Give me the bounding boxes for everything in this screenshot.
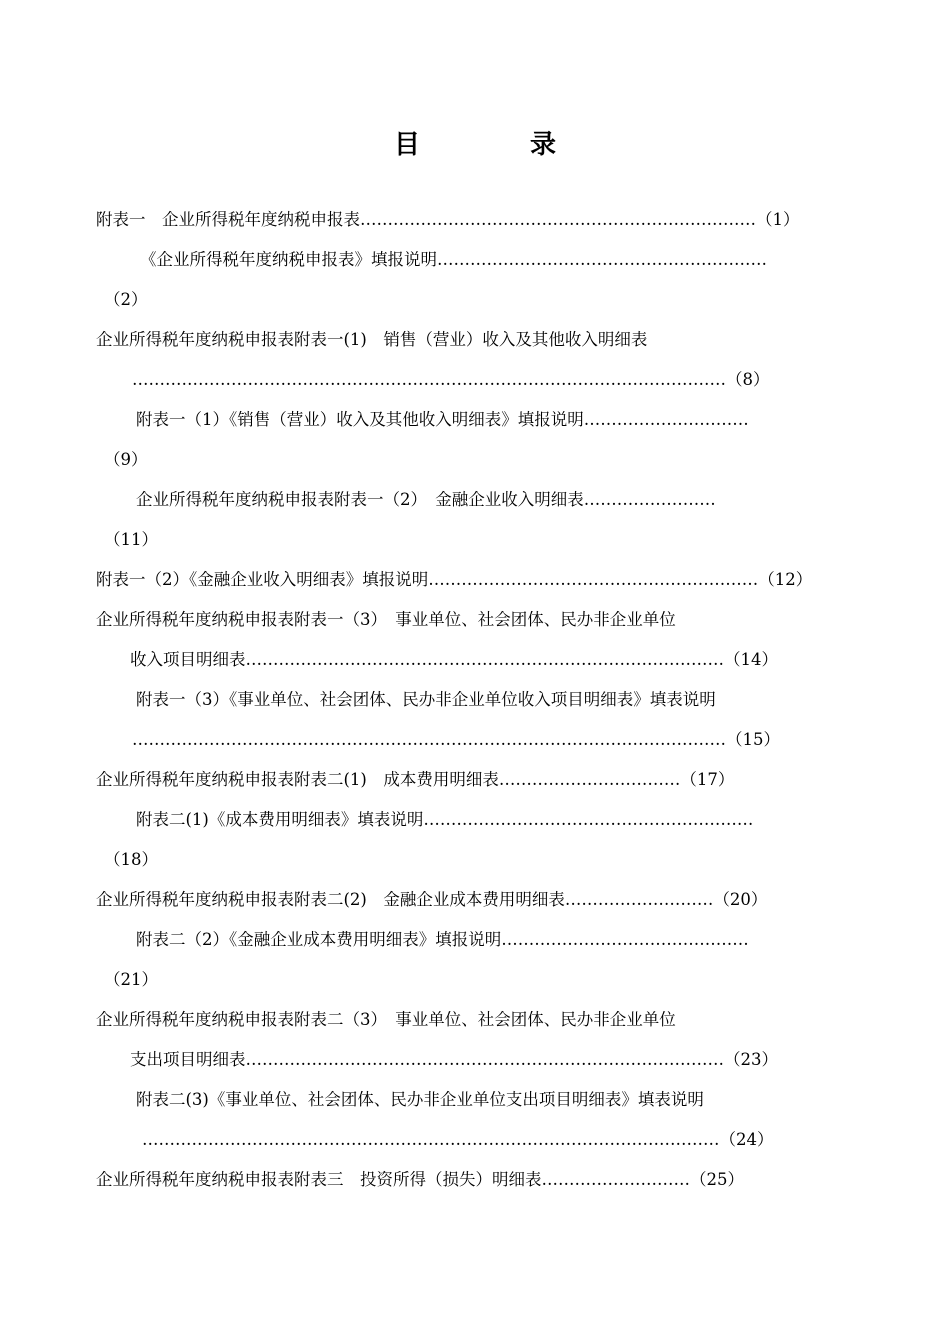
toc-entry: 附表一（1）《销售（营业）收入及其他收入明细表》填报说明………………………… [136,410,749,429]
toc-entry: 附表二(1)《成本费用明细表》填表说明…………………………………………………… [136,810,754,829]
toc-page-number: （11） [104,530,158,549]
toc-entry: 附表一 企业所得税年度纳税申报表………………………………………………………………（1） [96,210,800,229]
toc-entry: 企业所得税年度纳税申报表附表二（3） 事业单位、社会团体、民办非企业单位 [96,1010,676,1029]
toc-entry: 企业所得税年度纳税申报表附表一（2） 金融企业收入明细表…………………… [136,490,716,509]
toc-entry: ………………………………………………………………………………………………（8） [132,370,770,389]
toc-entry: 企业所得税年度纳税申报表附表一（3） 事业单位、社会团体、民办非企业单位 [96,610,676,629]
page-title: 目 录 [393,130,598,160]
toc-entry: 附表二（2）《金融企业成本费用明细表》填报说明……………………………………… [136,930,749,949]
toc-page-number: （9） [104,450,148,469]
toc-page-number: （18） [104,850,158,869]
toc-entry: 收入项目明细表……………………………………………………………………………（14） [130,650,778,669]
toc-entry: ……………………………………………………………………………………………（24） [142,1130,774,1149]
toc-entry: 支出项目明细表……………………………………………………………………………（23） [130,1050,778,1069]
toc-entry: 企业所得税年度纳税申报表附表二(1) 成本费用明细表……………………………（17） [96,770,735,789]
toc-entry: 《企业所得税年度纳税申报表》填报说明…………………………………………………… [140,250,767,269]
toc-entry: 企业所得税年度纳税申报表附表二(2) 金融企业成本费用明细表………………………（20） [96,890,768,909]
toc-entry: 附表一（2）《金融企业收入明细表》填报说明……………………………………………………（12） [96,570,813,589]
toc-entry: 企业所得税年度纳税申报表附表一(1) 销售（营业）收入及其他收入明细表 [96,330,648,349]
toc-page-number: （21） [104,970,158,989]
toc-entry: 附表二(3)《事业单位、社会团体、民办非企业单位支出项目明细表》填表说明 [136,1090,704,1109]
toc-page-number: （2） [104,290,148,309]
toc-entry: 附表一（3）《事业单位、社会团体、民办非企业单位收入项目明细表》填表说明 [136,690,716,709]
toc-entry: 企业所得税年度纳税申报表附表三 投资所得（损失）明细表………………………（25） [96,1170,744,1189]
toc-entry: ………………………………………………………………………………………………（15） [132,730,780,749]
